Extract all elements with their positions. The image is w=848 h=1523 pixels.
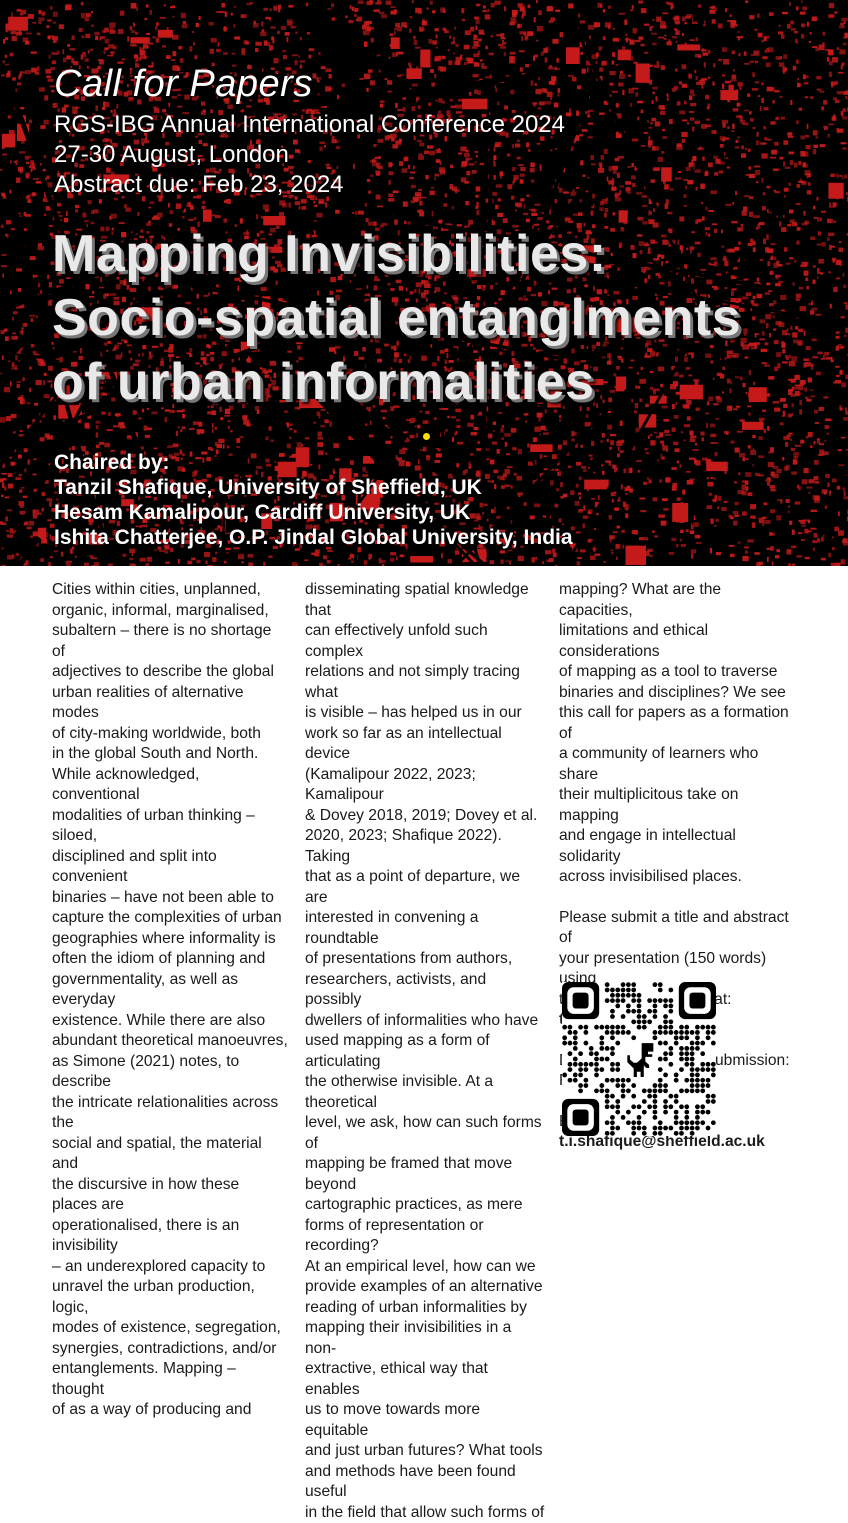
body-text-line: the otherwise invisible. At a theoretical [305,1072,545,1113]
body-text-line: at: [559,990,799,1011]
chairs-label: Chaired by: [54,450,573,475]
body-text-line: dwellers of informalities who have [305,1011,545,1032]
body-text-line: the discursive in how these places are [52,1175,288,1216]
body-text-line: organic, informal, marginalised, [52,601,288,622]
body-text-line: the intricate relationalities across the [52,1093,288,1134]
body-text-line: that as a point of departure, we are [305,867,545,908]
body-text-line: cartographic practices, as mere [305,1195,545,1216]
body-text-line: can effectively unfold such complex [305,621,545,662]
body-text-line: in the field that allow such forms of [305,1503,545,1523]
body-text-line: of as a way of producing and [52,1400,288,1421]
body-text-line: often the idiom of planning and [52,949,288,970]
body-text-line: their multiplicitous take on mapping [559,785,799,826]
body-text-line: limitations and ethical considerations [559,621,799,662]
yellow-dot-marker [423,433,430,440]
call-for-papers-heading: Call for Papers [54,62,313,106]
body-text-line: Cities within cities, unplanned, [52,580,288,601]
body-text-line: existence. While there are also [52,1011,288,1032]
body-column-1 [52,580,288,1421]
body-text-line: At an empirical level, how can we [305,1257,545,1278]
body-text-line: mapping their invisibilities in a non- [305,1318,545,1359]
body-text-line: and just urban futures? What tools [305,1441,545,1462]
body-text-line: subaltern – there is no shortage of [52,621,288,662]
body-text-line: operationalised, there is an invisibility [52,1216,288,1257]
session-title [52,222,741,414]
chair-item: Hesam Kamalipour, Cardiff University, UK [54,500,573,525]
chair-item: Tanzil Shafique, University of Sheffield, UK [54,475,573,500]
email-link[interactable]: t.i.shafique@sheffield.ac.uk [559,1133,765,1150]
body-text-line: 2020, 2023; Shafique 2022). Taking [305,826,545,867]
body-text-line: of mapping as a tool to traverse [559,662,799,683]
body-text-line: geographies where informality is [52,929,288,950]
body-text-line: is visible – has helped us in our [305,703,545,724]
body-text-line: used mapping as a form of articulating [305,1031,545,1072]
session-title-line: Mapping Invisibilities: [52,222,741,286]
body-text-line: modalities of urban thinking – siloed, [52,806,288,847]
body-text-line: capture the complexities of urban [52,908,288,929]
body-text-line: forms of representation or recording? [305,1216,545,1257]
hero-banner [0,0,848,566]
body-text-line: binaries and disciplines? We see [559,683,799,704]
body-text-line: in the global South and North. [52,744,288,765]
body-text-line: adjectives to describe the global [52,662,288,683]
body-text-line: work so far as an intellectual device [305,724,545,765]
body-text-line: your presentation (150 words) using [559,949,799,990]
body-text-line: interested in convening a roundtable [305,908,545,949]
body-text-line: reading of urban informalities by [305,1298,545,1319]
session-title-line: Socio-spatial entanglments [52,286,741,350]
body-text-line: level, we ask, how can such forms of [305,1113,545,1154]
body-text-line: disciplined and split into convenient [52,847,288,888]
body-text-line: relations and not simply tracing what [305,662,545,703]
body-text-line: of presentations from authors, [305,949,545,970]
body-text-line: a community of learners who share [559,744,799,785]
body-text-line: extractive, ethical way that enables [305,1359,545,1400]
body-column-2 [305,580,545,1523]
body-text-line: mapping be framed that move beyond [305,1154,545,1195]
body-text-line: synergies, contradictions, and/or [52,1339,288,1360]
body-text-line: – an underexplored capacity to [52,1257,288,1278]
body-text-line: and engage in intellectual solidarity [559,826,799,867]
body-text-line: provide examples of an alternative [305,1277,545,1298]
body-text-line: entanglements. Mapping – thought [52,1359,288,1400]
body-text-line: abundant theoretical manoeuvres, [52,1031,288,1052]
conference-dates: 27-30 August, London [54,140,289,170]
body-text-line: and methods have been found useful [305,1462,545,1503]
body-text-line: binaries – have not been able to [52,888,288,909]
body-text-line: mapping? What are the capacities, [559,580,799,621]
body-text-line: Please submit a title and abstract of [559,908,799,949]
body-text-line: of city-making worldwide, both [52,724,288,745]
abstract-due-date: Abstract due: Feb 23, 2024 [54,170,344,200]
body-text-line: & Dovey 2018, 2019; Dovey et al. [305,806,545,827]
body-text-line: this call for papers as a formation of [559,703,799,744]
conference-name: RGS-IBG Annual International Conference 2024 [54,110,565,140]
deadline-label: submission: [559,1051,799,1072]
body-text-line: modes of existence, segregation, [52,1318,288,1339]
body-text-line: urban realities of alternative modes [52,683,288,724]
body-text-line: governmentality, as well as everyday [52,970,288,1011]
body-text-line: unravel the urban production, logic, [52,1277,288,1318]
body-text-line: While acknowledged, conventional [52,765,288,806]
body-text-line: social and spatial, the material and [52,1134,288,1175]
body-text-line: us to move towards more equitable [305,1400,545,1441]
body-text-line: disseminating spatial knowledge that [305,580,545,621]
body-text-line: (Kamalipour 2022, 2023; Kamalipour [305,765,545,806]
chair-item: Ishita Chatterjee, O.P. Jindal Global University, India [54,525,573,550]
body-text-line: as Simone (2021) notes, to describe [52,1052,288,1093]
session-title-line: of urban informalities [52,350,741,414]
qr-code[interactable] [562,982,716,1136]
body-text-line: across invisibilised places. [559,867,799,888]
body-text-line: researchers, activists, and possibly [305,970,545,1011]
chairs-list [54,450,573,550]
